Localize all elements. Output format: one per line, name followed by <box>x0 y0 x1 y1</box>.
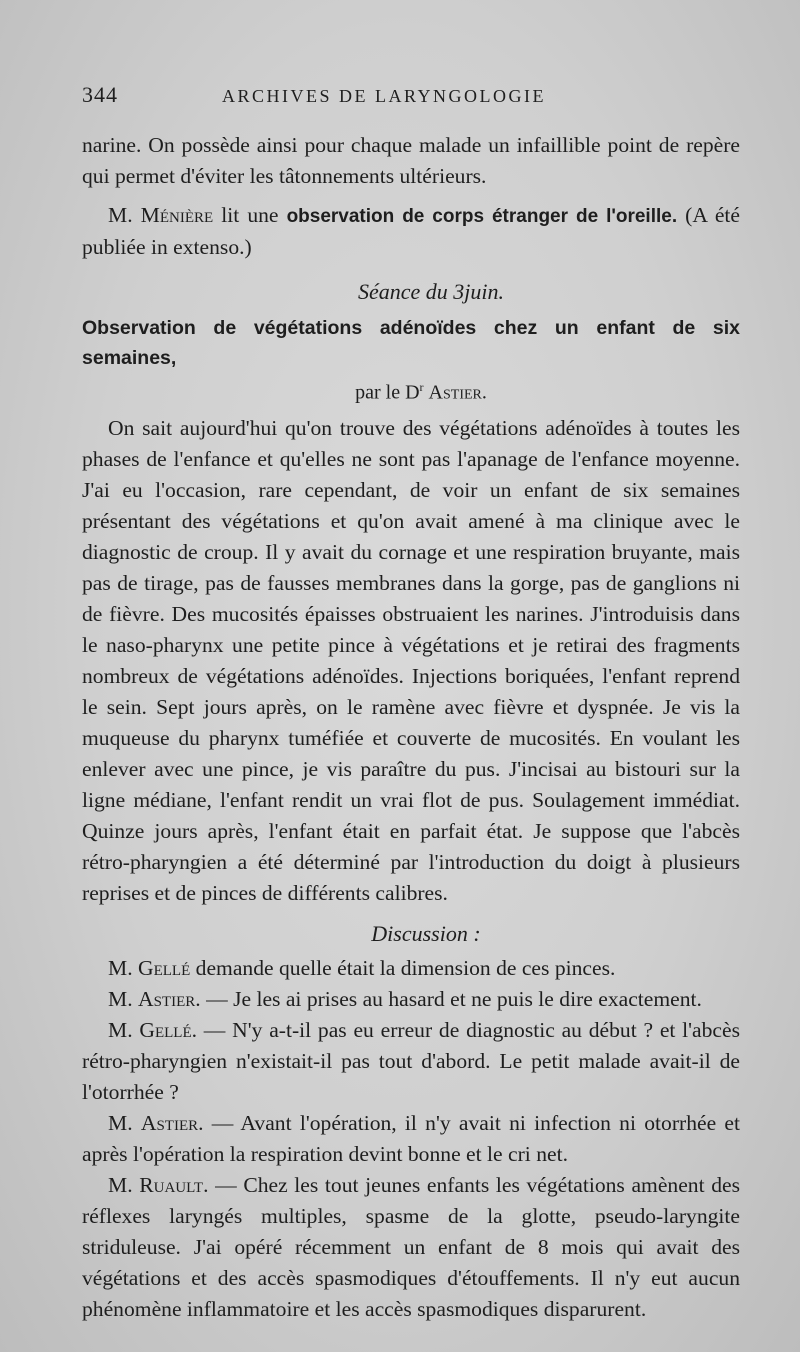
speaker-name: Gellé. <box>139 1017 198 1042</box>
discussion-heading: Discussion : <box>371 920 481 946</box>
meniere-bold-text: observation de corps étranger de l'oreille. <box>286 206 678 227</box>
speaker-text: — Avant l'opération, il n'y avait ni infection ni otorrhée et après l'opération la respiration devint bonne et le cri net. <box>82 1110 740 1166</box>
speaker-name: Astier. <box>138 986 201 1011</box>
discussion-item <box>82 1108 740 1170</box>
observation-author <box>102 373 740 407</box>
author-prefix: par le D <box>355 381 420 404</box>
discussion-item <box>82 1015 740 1108</box>
meniere-prefix: M. <box>108 203 141 227</box>
speaker-prefix: M. <box>108 1110 141 1135</box>
meniere-verb: lit une <box>213 203 287 227</box>
meniere-rest: (A été publiée in extenso.) <box>82 203 741 259</box>
speaker-prefix: M. <box>108 986 138 1011</box>
speaker-prefix: M. <box>108 1017 140 1042</box>
author-sup: r <box>419 380 424 394</box>
seance-heading: Séance du 3juin. <box>357 279 505 304</box>
observation-title: Observation de végétations adénoïdes chez un enfant de six semaines, <box>82 317 740 369</box>
speaker-text: demande quelle était la dimension de ces pinces. <box>190 955 616 980</box>
speaker-text: — Je les ai prises au hasard et ne puis le dire exactement. <box>200 986 702 1011</box>
speaker-prefix: M. <box>108 1172 140 1197</box>
discussion-item <box>82 953 740 984</box>
author-name: Astier. <box>428 381 487 404</box>
speaker-text: — Chez les tout jeunes enfants les végétations amènent des réflexes laryngés multiples, spasme de la glotte, pseudo-laryngite striduleuse. J'ai opéré récemment un enfant de 8 mois qui avait des végétations et des accès spasmodiques d'étouffements. Il n'y eut aucun phénomène inflammatoire et les accès spasmodiques disparurent. <box>82 1172 741 1321</box>
continuation-paragraph: narine. On possède ainsi pour chaque malade un infaillible point de repère qui permet d'éviter les tâtonnements ultérieurs. <box>82 133 740 188</box>
speaker-text: — N'y a-t-il pas eu erreur de diagnostic au début ? et l'abcès rétro-pharyngien n'existait-il pas tout d'abord. Le petit malade avait-il de l'otorrhée ? <box>82 1017 741 1104</box>
speaker-name: Ruault. <box>139 1172 209 1197</box>
meniere-paragraph <box>82 200 740 263</box>
discussion-item <box>82 984 740 1015</box>
discussion-item <box>82 1170 740 1325</box>
speaker-prefix: M. <box>108 955 138 980</box>
meniere-name: Ménière <box>140 203 214 227</box>
page-header <box>82 82 740 108</box>
speaker-name: Astier. <box>140 1110 204 1135</box>
speaker-name: Gellé <box>138 955 191 980</box>
page-number: 344 <box>82 82 118 107</box>
body-paragraph: On sait aujourd'hui qu'on trouve des végétations adénoïdes à toutes les phases de l'enfance et qu'elles ne sont pas l'apanage de l'enfance moyenne. J'ai eu l'occasion, rare cependant, de voir un enfant de six semaines présentant des végétations et qu'on avait amené à ma clinique avec le diagnostic de croup. Il y avait du cornage et une respiration bruyante, mais pas de tirage, pas de fausses membranes dans la gorge, pas de ganglions ni de fièvre. Des mucosités épaisses obstruaient les narines. J'introduisis dans le naso-pharynx une petite pince à végétations et je retirai des fragments nombreux de végétations adénoïdes. Injections boriquées, l'enfant reprend le sein. Sept jours après, on le ramène avec fièvre et dyspnée. Je vis la muqueuse du pharynx tuméfiée et couverte de mucosités. En voulant les enlever avec une pince, je vis paraître du pus. J'incisai au bistouri sur la ligne médiane, l'enfant rendit un vrai flot de pus. Soulagement immédiat. Quinze jours après, l'enfant était en parfait état. Je suppose que l'abcès rétro-pharyngien a été déterminé par l'introduction du doigt à plusieurs reprises et de pinces de différents calibres. <box>82 415 740 905</box>
running-title: ARCHIVES DE LARYNGOLOGIE <box>222 86 546 106</box>
